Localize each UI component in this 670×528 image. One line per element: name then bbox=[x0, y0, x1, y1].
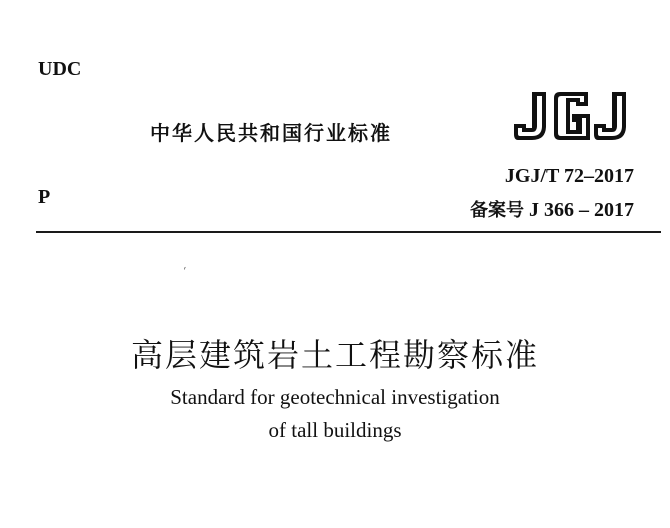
title-english-line2: of tall buildings bbox=[268, 418, 402, 442]
classification-letter: P bbox=[38, 186, 51, 208]
jgj-logo-text: JGJ bbox=[512, 88, 514, 89]
title-english-line1: Standard for geotechnical investigation bbox=[170, 385, 500, 409]
stray-mark: ˊ bbox=[180, 265, 191, 280]
record-number-line bbox=[470, 196, 634, 222]
issuer-title: 中华人民共和国行业标准 bbox=[150, 121, 392, 145]
udc-label: UDC bbox=[38, 58, 82, 80]
record-number: J 366 – 2017 bbox=[529, 199, 634, 221]
standard-code: JGJ/T 72–2017 bbox=[504, 165, 634, 187]
header-divider bbox=[36, 231, 661, 233]
record-prefix: 备案号 bbox=[470, 200, 524, 221]
jgj-logo-mark bbox=[514, 92, 626, 140]
jgj-logo bbox=[512, 88, 634, 144]
title-chinese: 高层建筑岩土工程勘察标准 bbox=[130, 336, 539, 374]
